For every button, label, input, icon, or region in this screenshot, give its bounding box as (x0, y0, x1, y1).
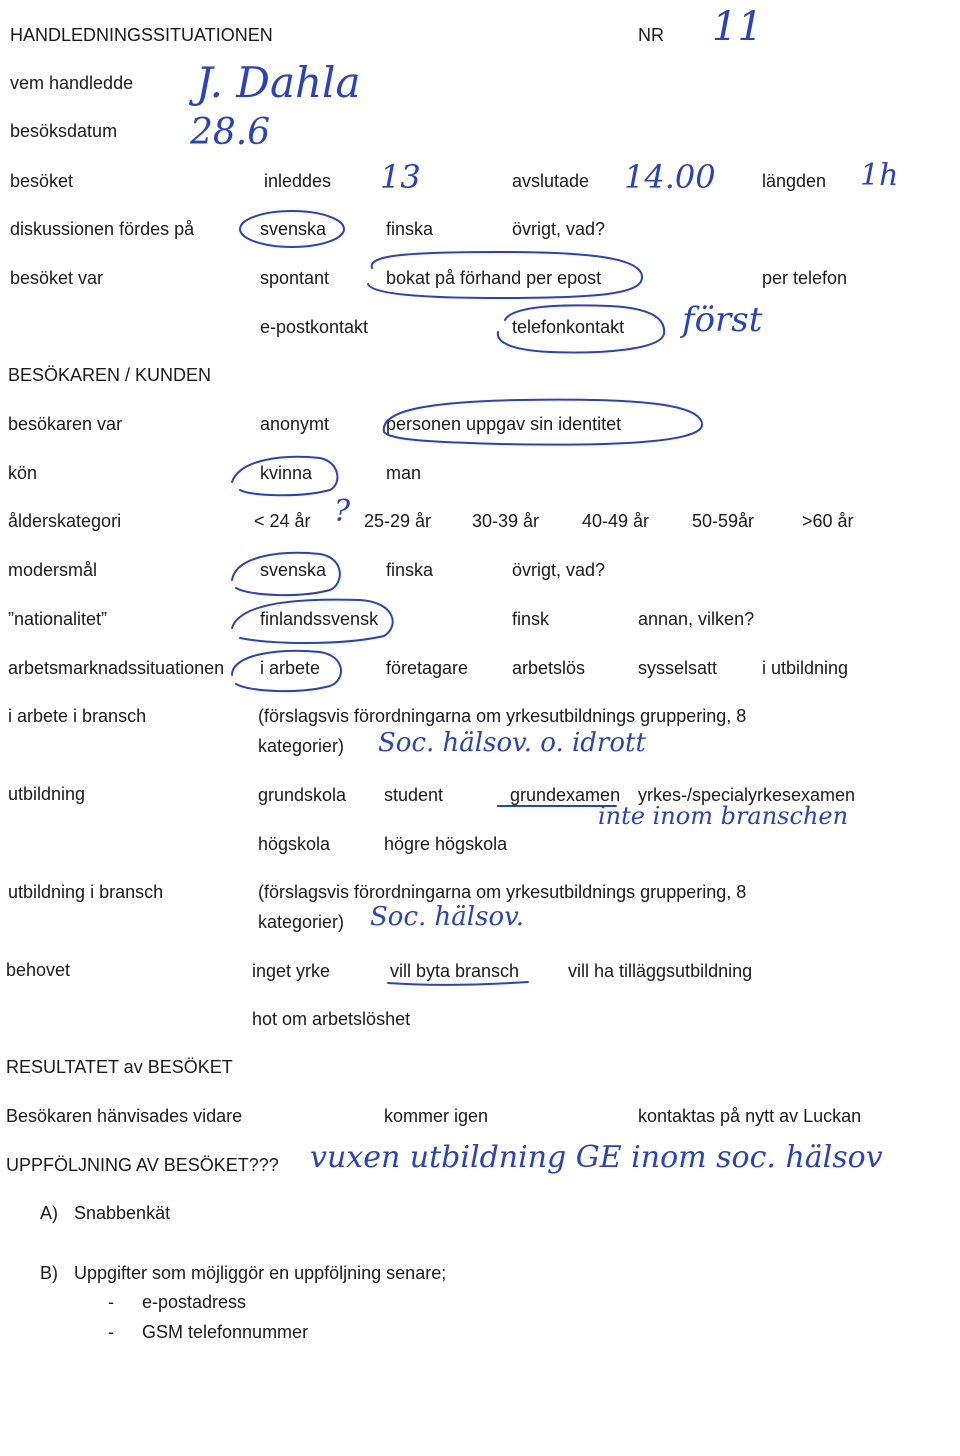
modersmal-option-finska: finska (386, 560, 434, 580)
besoket-var-option-epost: bokat på förhand per epost (386, 268, 602, 288)
form-title: HANDLEDNINGSSITUATIONEN (10, 25, 273, 45)
arbetsmarknad-label: arbetsmarknadssituationen (8, 658, 225, 678)
arbetsmarknad-option-arbete: i arbete (260, 658, 321, 678)
diskussion-option-ovrigt: övrigt, vad? (512, 219, 606, 239)
besoket-var-label: besöket var (10, 268, 104, 288)
diskussion-option-svenska: svenska (260, 219, 327, 239)
list-b-item-epost: e-postadress (142, 1292, 247, 1312)
diskussion-label: diskussionen fördes på (10, 219, 195, 239)
arbetsmarknad-option-arbetslos: arbetslös (512, 658, 586, 678)
bransch-text-line2: kategorier) (258, 736, 345, 756)
behovet-option-byta-bransch: vill byta bransch (390, 961, 520, 981)
behovet-option-tillagg: vill ha tilläggsutbildning (568, 961, 753, 981)
uppfoljning-label: UPPFÖLJNING AV BESÖKET??? (6, 1155, 279, 1175)
langden-handwritten: 1h (860, 158, 899, 193)
diskussion-option-finska: finska (386, 219, 434, 239)
alder-option-40-49: 40-49 år (582, 511, 650, 531)
langden-label: längden (762, 171, 827, 191)
besokaren-var-label: besökaren var (8, 414, 123, 434)
alder-handwritten-question: ? (334, 494, 351, 529)
alder-option-25-29: 25-29 år (364, 511, 432, 531)
inleddes-handwritten: 13 (380, 158, 421, 196)
modersmal-option-ovrigt: övrigt, vad? (512, 560, 606, 580)
nationalitet-option-finlandssvensk: finlandssvensk (260, 609, 379, 629)
bransch-text-line1: (förslagsvis förordningarna om yrkesutbildnings gruppering, 8 (258, 706, 747, 726)
besokaren-option-anonymt: anonymt (260, 414, 330, 434)
kon-option-kvinna: kvinna (260, 463, 313, 483)
utbildning-option-grundskola: grundskola (258, 785, 347, 805)
utbildning-option-student: student (384, 785, 444, 805)
utbildning-option-hogskola: högskola (258, 834, 331, 854)
utbildning-option-hogre-hogskola: högre högskola (384, 834, 508, 854)
behovet-option-hot: hot om arbetslöshet (252, 1009, 411, 1029)
alder-option-30-39: 30-39 år (472, 511, 540, 531)
datum-label: besöksdatum (10, 121, 118, 141)
list-a-marker: A) (40, 1203, 58, 1223)
arbetsmarknad-option-foretagare: företagare (386, 658, 469, 678)
besoket-var-option-telefon: per telefon (762, 268, 848, 288)
list-b-item-gsm: GSM telefonnummer (142, 1322, 309, 1342)
utb-bransch-label: utbildning i bransch (8, 882, 164, 902)
besokaren-option-identitet: personen uppgav sin identitet (386, 414, 622, 434)
nationalitet-option-annan: annan, vilken? (638, 609, 755, 629)
bransch-label: i arbete i bransch (8, 706, 147, 726)
bransch-handwritten-note: Soc. hälsov. o. idrott (378, 728, 646, 758)
alder-option-50-59: 50-59år (692, 511, 755, 531)
section-resultat: RESULTATET av BESÖKET (6, 1057, 233, 1077)
handledare-handwritten: J. Dahla (196, 58, 361, 107)
resultat-option-kontaktas: kontaktas på nytt av Luckan (638, 1106, 862, 1126)
utb-bransch-handwritten-note: Soc. hälsov. (370, 902, 524, 932)
list-b-bullet: - (108, 1292, 114, 1312)
besoket-var-handwritten-note: först (682, 300, 763, 340)
utb-bransch-text-line2: kategorier) (258, 912, 345, 932)
list-b-bullet: - (108, 1322, 114, 1342)
avslutade-handwritten: 14.00 (624, 158, 716, 196)
section-besokare: BESÖKAREN / KUNDEN (8, 365, 212, 385)
nationalitet-label: ”nationalitet” (8, 609, 108, 629)
nr-handwritten: 11 (712, 4, 763, 50)
resultat-option-kommer-igen: kommer igen (384, 1106, 489, 1126)
nr-label: NR (638, 25, 664, 45)
arbetsmarknad-option-sysselsatt: sysselsatt (638, 658, 718, 678)
behovet-label: behovet (6, 960, 71, 980)
besoket-var-option-spontant: spontant (260, 268, 330, 288)
underline-byta-bransch (388, 982, 528, 985)
avslutade-label: avslutade (512, 171, 590, 191)
modersmal-option-svenska: svenska (260, 560, 327, 580)
kon-label: kön (8, 463, 38, 483)
inleddes-label: inleddes (264, 171, 332, 191)
besoket-label: besöket (10, 171, 74, 191)
alder-option-60: >60 år (802, 511, 854, 531)
besoket-var-option-telefonkontakt: telefonkontakt (512, 317, 625, 337)
utbildning-option-yrkesexamen: yrkes-/specialyrkesexamen (638, 785, 856, 805)
utb-bransch-text-line1: (förslagsvis förordningarna om yrkesutbildnings gruppering, 8 (258, 882, 747, 902)
alder-label: ålderskategori (8, 511, 122, 531)
utbildning-option-grundexamen: grundexamen (510, 785, 621, 805)
list-b-text: Uppgifter som möjliggör en uppföljning senare; (74, 1263, 447, 1283)
uppfoljning-handwritten-note: vuxen utbildning GE inom soc. hälsov (310, 1140, 883, 1175)
list-a-text: Snabbenkät (74, 1203, 171, 1223)
handledare-label: vem handledde (10, 73, 134, 93)
utbildning-handwritten-note: inte inom branschen (598, 802, 849, 830)
alder-option-24: < 24 år (254, 511, 311, 531)
datum-handwritten: 28.6 (190, 112, 271, 153)
nationalitet-option-finsk: finsk (512, 609, 550, 629)
besoket-var-option-epostkontakt: e-postkontakt (260, 317, 369, 337)
utbildning-label: utbildning (8, 784, 86, 804)
modersmal-label: modersmål (8, 560, 98, 580)
behovet-option-inget-yrke: inget yrke (252, 961, 331, 981)
list-b-marker: B) (40, 1263, 58, 1283)
kon-option-man: man (386, 463, 422, 483)
resultat-option-hanvisades: Besökaren hänvisades vidare (6, 1106, 243, 1126)
arbetsmarknad-option-utbildning: i utbildning (762, 658, 849, 678)
